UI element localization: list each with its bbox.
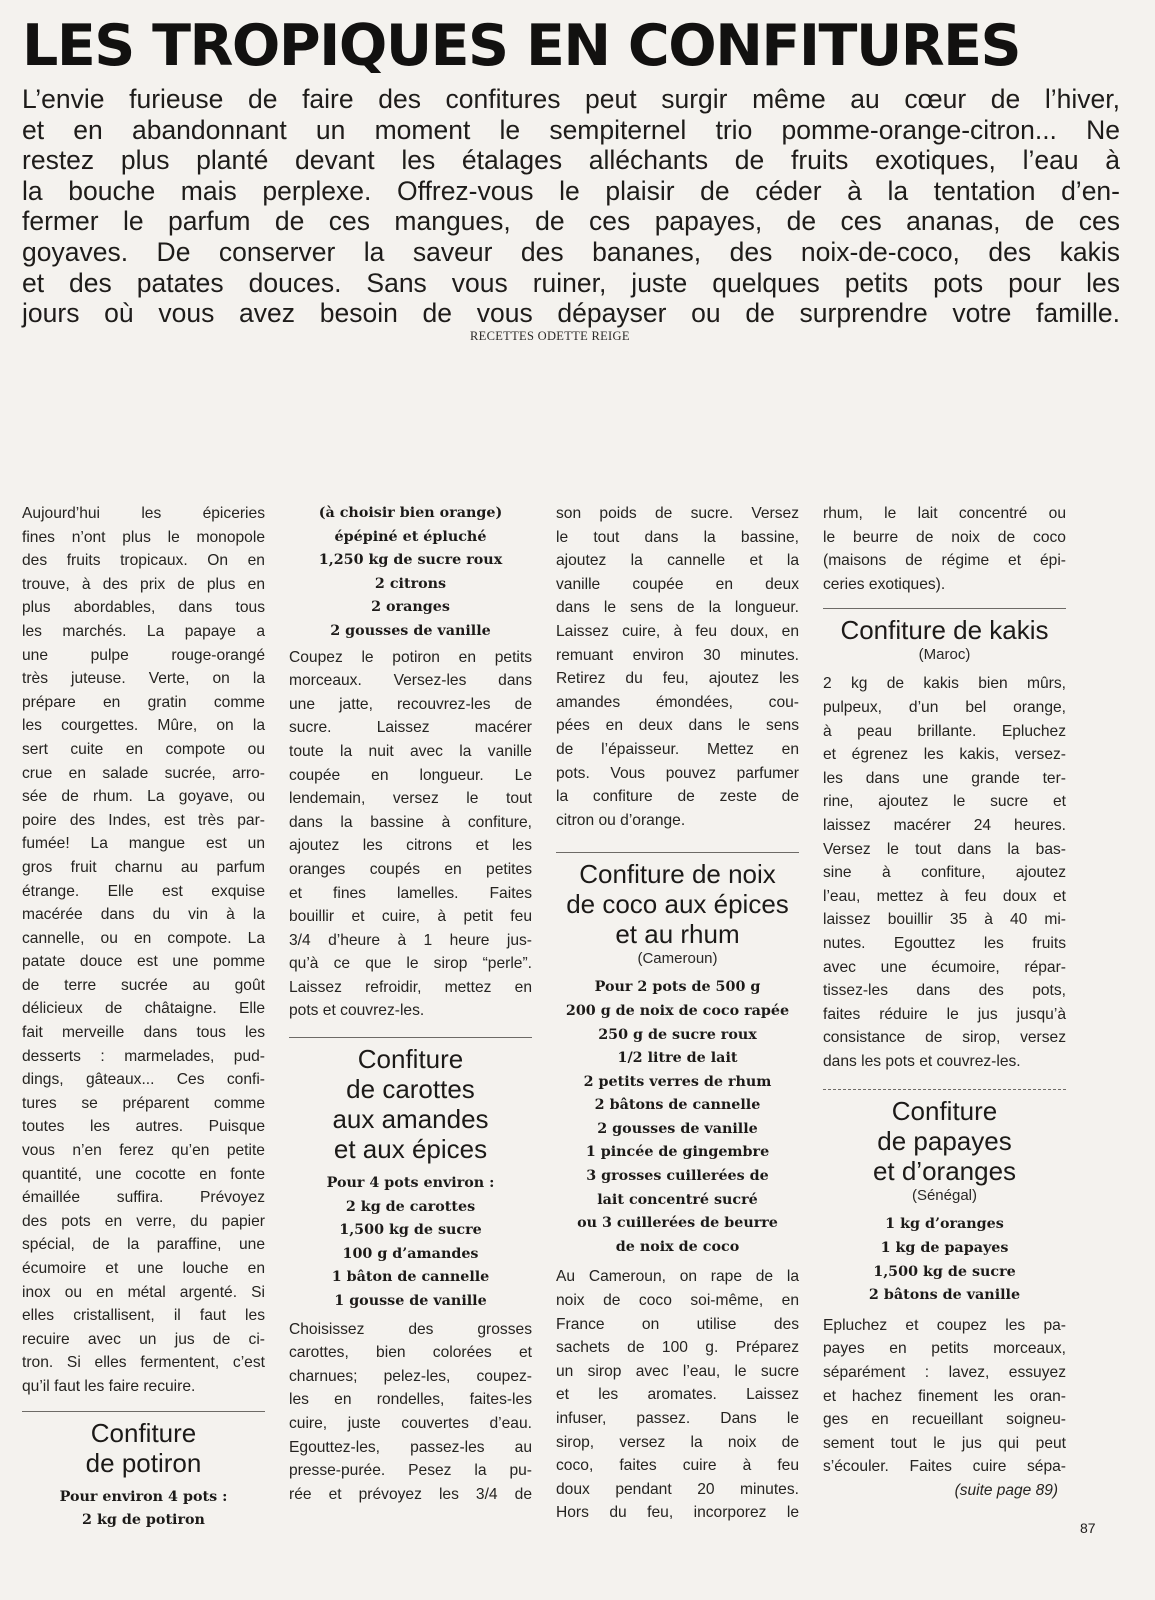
text-line: recuire avec un jus de ci- (22, 1330, 265, 1348)
text-line: lait concentré sucré (597, 1191, 758, 1208)
text-line: fermer le parfum de ces mangues, de ces papayes, de ces ananas, de ces (22, 206, 1120, 237)
text-line: prépare en gratin comme (22, 693, 265, 711)
text-line: Retirez du feu, ajoutez les (556, 670, 799, 688)
text-line: 3/4 d’heure à 1 heure jus- (289, 931, 532, 949)
text-line: Versez le tout dans la bas- (823, 840, 1066, 858)
recipe-heading-papayes (823, 1096, 1066, 1186)
recipe-heading-noix-de-coco (556, 859, 799, 949)
text-line: des pots en verre, du papier (22, 1212, 265, 1230)
text-line: les dans une grande ter- (823, 769, 1066, 787)
text-line: les marchés. La papaye a (22, 622, 265, 640)
spacer (22, 1478, 265, 1486)
text-line: bouillir et cuire, à petit feu (289, 908, 532, 926)
text-line: Epluchez et coupez les pa- (823, 1316, 1066, 1334)
section-divider (22, 1411, 265, 1412)
text-line: sachets de 100 g. Préparez (556, 1339, 799, 1357)
text-line: de l’épaisseur. Mettez en (556, 740, 799, 758)
text-line: de carottes (346, 1074, 475, 1105)
text-line: et égrenez les kakis, versez- (823, 746, 1066, 764)
text-line: Confiture de kakis (840, 615, 1049, 646)
text-line: vanille coupée en deux (556, 575, 799, 593)
page-title: LES TROPIQUES EN CONFITURES (22, 13, 1021, 79)
text-line: 2 kg de carottes (345, 1198, 476, 1215)
text-line: 1/2 litre de lait (617, 1050, 738, 1067)
text-line: de coco aux épices (566, 889, 789, 920)
text-line: remuant environ 30 minutes. (556, 646, 799, 664)
text-line: une pulpe rouge-orangé (22, 646, 265, 664)
text-line: fait merveille dans tous les (22, 1024, 265, 1042)
instructions-carottes-continued (556, 502, 799, 832)
text-line: 2 gousses de vanille (330, 622, 491, 639)
text-line: laissez macérer 24 heures. (823, 816, 1066, 834)
text-line: poire des Indes, est très par- (22, 811, 265, 829)
instructions-carottes (289, 1318, 532, 1507)
text-line: toute la nuit avec la vanille (289, 742, 532, 760)
text-line: pots et couvrez-les. (289, 1002, 425, 1020)
section-divider (823, 1089, 1066, 1090)
text-line: 2 gousses de vanille (597, 1120, 758, 1137)
recipe-origin-cameroun: (Cameroun) (637, 950, 718, 968)
text-line: citron ou d’orange. (556, 811, 686, 829)
text-line: et des patates douces. Sans vous ruiner, juste quelques petits pots pour les (22, 267, 1120, 298)
text-line: coco, faites cuire à feu (556, 1457, 799, 1475)
section-divider (289, 1037, 532, 1038)
text-line: dans les pots et couvrez-les. (823, 1052, 1021, 1070)
text-line: doux pendant 20 minutes. (556, 1480, 799, 1498)
text-line: la bouche mais perplexe. Offrez-vous le plaisir de céder à la tentation d’en- (22, 175, 1120, 206)
text-line: Egouttez-les, passez-les au (289, 1438, 532, 1456)
text-line: sert cuite en compote ou (22, 740, 265, 758)
text-line: et au rhum (615, 919, 740, 950)
text-line: très juteuse. Verte, on la (22, 670, 265, 688)
text-line: pots. Vous pouvez parfumer (556, 764, 799, 782)
text-line: ajoutez les citrons et les (289, 837, 532, 855)
text-line: 2 oranges (371, 599, 450, 616)
text-line: étrange. Elle est exquise (22, 882, 265, 900)
text-line: oranges coupés en petites (289, 860, 532, 878)
text-line: quantité, une cocotte en fonte (22, 1165, 265, 1183)
recipe-heading-potiron (22, 1418, 265, 1478)
text-line: son poids de sucre. Versez (556, 505, 799, 522)
text-line: noix de coco soi-même, en (556, 1292, 799, 1310)
text-line: carottes, bien colorées et (289, 1344, 532, 1362)
text-line: les courgettes. Mûre, on la (22, 717, 265, 735)
continued-note: (suite page 89) (954, 1482, 1058, 1499)
text-line: goyaves. De conserver la saveur des bananes, des noix-de-coco, des kakis (22, 236, 1120, 267)
text-line: épépiné et épluché (334, 528, 487, 545)
text-line: gros fruit charnu au parfum (22, 858, 265, 876)
text-line: elles cristallisent, il faut les (22, 1307, 265, 1325)
ingredient-list-carottes (289, 1172, 532, 1314)
text-line: de noix de coco (615, 1238, 740, 1255)
text-line: et hachez finement les oran- (823, 1387, 1066, 1405)
text-line: (à choisir bien orange) (318, 505, 503, 521)
text-line: le tout dans la bassine, (556, 528, 799, 546)
text-line: Laissez cuire, à feu doux, en (556, 622, 799, 640)
intro-paragraph (22, 84, 1120, 329)
text-line: lendemain, versez le tout (289, 790, 532, 808)
text-line: Confiture (90, 1417, 197, 1448)
text-line: Choisissez des grosses (289, 1320, 532, 1338)
section-divider (556, 852, 799, 853)
instructions-kakis (823, 672, 1066, 1073)
text-line: des fruits tropicaux. On en (22, 552, 265, 570)
text-line: et fines lamelles. Faites (289, 884, 532, 902)
ingredient-list-noix-de-coco (556, 976, 799, 1259)
text-line: le beurre de noix de coco (823, 528, 1066, 546)
text-line: France on utilise des (556, 1315, 799, 1333)
text-line: macérée dans du vin à la (22, 906, 265, 924)
text-line: rine, ajoutez le sucre et (823, 793, 1066, 811)
text-line: 2 petits verres de rhum (583, 1073, 772, 1090)
text-line: Laissez refroidir, mettez en (289, 978, 532, 996)
text-line: avec une écumoire, répar- (823, 958, 1066, 976)
text-line: aux amandes (332, 1104, 489, 1135)
recipe-origin-maroc: (Maroc) (918, 646, 971, 664)
text-line: 1,250 kg de sucre roux (318, 552, 503, 569)
text-line: Pour 4 pots environ : (326, 1175, 495, 1192)
text-line: qu’à ce que le sirop “perle”. (289, 955, 532, 973)
text-line: toutes les autres. Puisque (22, 1118, 265, 1136)
text-line: Confiture de noix (579, 859, 776, 890)
text-line: 200 g de noix de coco rapée (565, 1002, 790, 1019)
text-line: 100 g d’amandes (342, 1245, 479, 1262)
instructions-papayes (823, 1314, 1066, 1479)
text-line: s’écouler. Faites cuire sépa- (823, 1458, 1066, 1476)
text-line: dans le sens de la longueur. (556, 599, 799, 617)
text-line: 1 kg de papayes (880, 1240, 1009, 1257)
text-line: nutes. Egouttez les fruits (823, 934, 1066, 952)
text-line: et les aromates. Laissez (556, 1386, 799, 1404)
text-line: les en rondelles, faites-les (289, 1391, 532, 1409)
text-line: 2 kg de kakis bien mûrs, (823, 675, 1066, 693)
text-line: à peau brillante. Epluchez (823, 722, 1066, 740)
instructions-noix-de-coco-continued (823, 502, 1066, 596)
text-line: délicieux de châtaigne. Elle (22, 1000, 265, 1018)
text-line: sirop, versez la noix de (556, 1433, 799, 1451)
text-line: émaillée suffira. Prévoyez (22, 1189, 265, 1207)
text-line: consistance de sirop, versez (823, 1029, 1066, 1047)
column-2 (289, 502, 532, 1506)
text-line: 3 grosses cuillerées de (586, 1168, 769, 1185)
text-line: et d’oranges (872, 1156, 1017, 1187)
text-line: faites réduire le jus jusqu’à (823, 1005, 1066, 1023)
column-3 (556, 502, 799, 1525)
spacer (289, 1164, 532, 1172)
text-line: coupée en longueur. Le (289, 766, 532, 784)
text-line: dings, gâteaux... Ces confi- (22, 1071, 265, 1089)
text-line: pulpeux, d’un bel orange, (823, 698, 1066, 716)
text-line: sine à confiture, ajoutez (823, 864, 1066, 882)
text-line: inox ou en métal argenté. Si (22, 1283, 265, 1301)
text-line: la confiture de zeste de (556, 788, 799, 806)
text-line: 1 pincée de gingembre (585, 1144, 770, 1161)
text-line: et en abandonnant un moment le sempiternel trio pomme-orange-citron... Ne (22, 114, 1120, 145)
text-line: trouve, à des prix de plus en (22, 575, 265, 593)
text-line: presse-purée. Pesez la pu- (289, 1462, 532, 1480)
text-line: de papayes (877, 1126, 1012, 1157)
page-number: 87 (1080, 1520, 1096, 1536)
text-line: fumée! La mangue est un (22, 835, 265, 853)
text-line: de potiron (85, 1447, 202, 1478)
text-line: pées en deux dans le sens (556, 717, 799, 735)
text-line: Pour 2 pots de 500 g (594, 979, 761, 996)
text-line: (maisons de régime et épi- (823, 552, 1066, 570)
text-line: jours où vous avez besoin de vous dépayser ou de surprendre votre famille. (22, 298, 1120, 329)
text-line: infuser, passez. Dans le (556, 1410, 799, 1427)
text-line: patate douce est une pomme (22, 953, 265, 971)
text-line: ajoutez la cannelle et la (556, 552, 799, 570)
text-line: Coupez le potiron en petits (289, 648, 532, 666)
text-line: Hors du feu, incorporez le (556, 1504, 799, 1522)
intro-article-text (22, 502, 265, 1399)
text-line: fines n’ont plus le monopole (22, 528, 265, 546)
recipe-heading-carottes (289, 1044, 532, 1164)
text-line: de terre sucrée au goût (22, 976, 265, 994)
text-line: 2 kg de potiron (82, 1512, 205, 1529)
text-line: payes en petits morceaux, (823, 1340, 1066, 1358)
text-line: cannelle, ou en compote. La (22, 929, 265, 947)
text-line: rhum, le lait concentré ou (823, 505, 1066, 522)
text-line: sucre. Laissez macérer (289, 719, 532, 737)
text-line: 1 kg d’oranges (885, 1216, 1004, 1233)
ingredient-list-potiron-continued (289, 502, 532, 644)
text-line: rée et prévoyez les 3/4 de (289, 1485, 532, 1503)
ingredient-list-potiron (22, 1486, 265, 1533)
text-line: 250 g de sucre roux (598, 1026, 757, 1043)
text-line: 1 bâton de cannelle (331, 1269, 490, 1286)
text-line: ou 3 cuillerées de beurre (577, 1215, 778, 1232)
recipe-heading-kakis (823, 615, 1066, 645)
text-line: 1 gousse de vanille (334, 1293, 487, 1310)
text-line: 2 bâtons de cannelle (594, 1097, 761, 1114)
text-line: spécial, de la paraffine, une (22, 1236, 265, 1254)
text-line: dans la bassine à confiture, (289, 813, 532, 831)
text-line: amandes émondées, cou- (556, 693, 799, 711)
text-line: Pour environ 4 pots : (59, 1488, 228, 1505)
text-line: une jatte, recouvrez-les de (289, 695, 532, 713)
text-line: Confiture (357, 1044, 464, 1075)
text-line: 2 citrons (374, 575, 447, 592)
text-line: ceries exotiques). (823, 575, 946, 593)
column-4 (823, 502, 1066, 1502)
text-line: l’eau, mettez à feu doux et (823, 887, 1066, 905)
instructions-potiron (289, 646, 532, 1024)
text-line: sée de rhum. La goyave, ou (22, 788, 265, 806)
column-1 (22, 502, 265, 1533)
text-line: sement tout le jus qui peut (823, 1434, 1066, 1452)
text-line: qu’il faut les faire recuire. (22, 1377, 196, 1395)
text-line: et aux épices (333, 1134, 488, 1165)
text-line: Confiture (891, 1096, 998, 1127)
text-line: morceaux. Versez-les dans (289, 672, 532, 690)
text-line: 2 bâtons de vanille (868, 1287, 1021, 1304)
text-line: Au Cameroun, on rape de la (556, 1268, 799, 1286)
text-line: 1,500 kg de sucre (873, 1263, 1016, 1280)
text-line: écumoire et une louche en (22, 1260, 265, 1277)
text-line: 1,500 kg de sucre (339, 1222, 482, 1239)
section-divider (823, 608, 1066, 609)
ingredient-list-papayes (823, 1213, 1066, 1307)
text-line: plus abordables, dans tous (22, 599, 265, 617)
text-line: cuire, juste couvertes d’eau. (289, 1415, 532, 1432)
text-line: laissez bouillir 35 à 40 mi- (823, 911, 1066, 929)
text-line: L’envie furieuse de faire des confitures peut surgir même au cœur de l’hiver, (22, 84, 1120, 114)
text-line: restez plus planté devant les étalages alléchants de fruits exotiques, l’eau à (22, 145, 1120, 176)
text-line: Aujourd’hui les épiceries (22, 505, 265, 522)
text-line: tron. Si elles fermentent, c’est (22, 1354, 265, 1372)
text-line: crue en salade sucrée, arro- (22, 764, 265, 782)
text-line: desserts : marmelades, pud- (22, 1047, 265, 1065)
text-line: tures se préparent comme (22, 1094, 265, 1112)
instructions-noix-de-coco (556, 1265, 799, 1525)
text-line: charnues; pelez-les, coupez- (289, 1367, 532, 1385)
text-line: séparément : lavez, essuyez (823, 1364, 1066, 1382)
text-line: vous n’en ferez qu’en petite (22, 1142, 265, 1160)
text-line: un sirop avec l’eau, le sucre (556, 1362, 799, 1380)
recipe-origin-senegal: (Sénégal) (911, 1187, 978, 1205)
text-line: ges en recueillant soigneu- (823, 1411, 1066, 1429)
recipe-credit: RECETTES ODETTE REIGE (470, 329, 630, 343)
text-line: tissez-les dans des pots, (823, 982, 1066, 1000)
